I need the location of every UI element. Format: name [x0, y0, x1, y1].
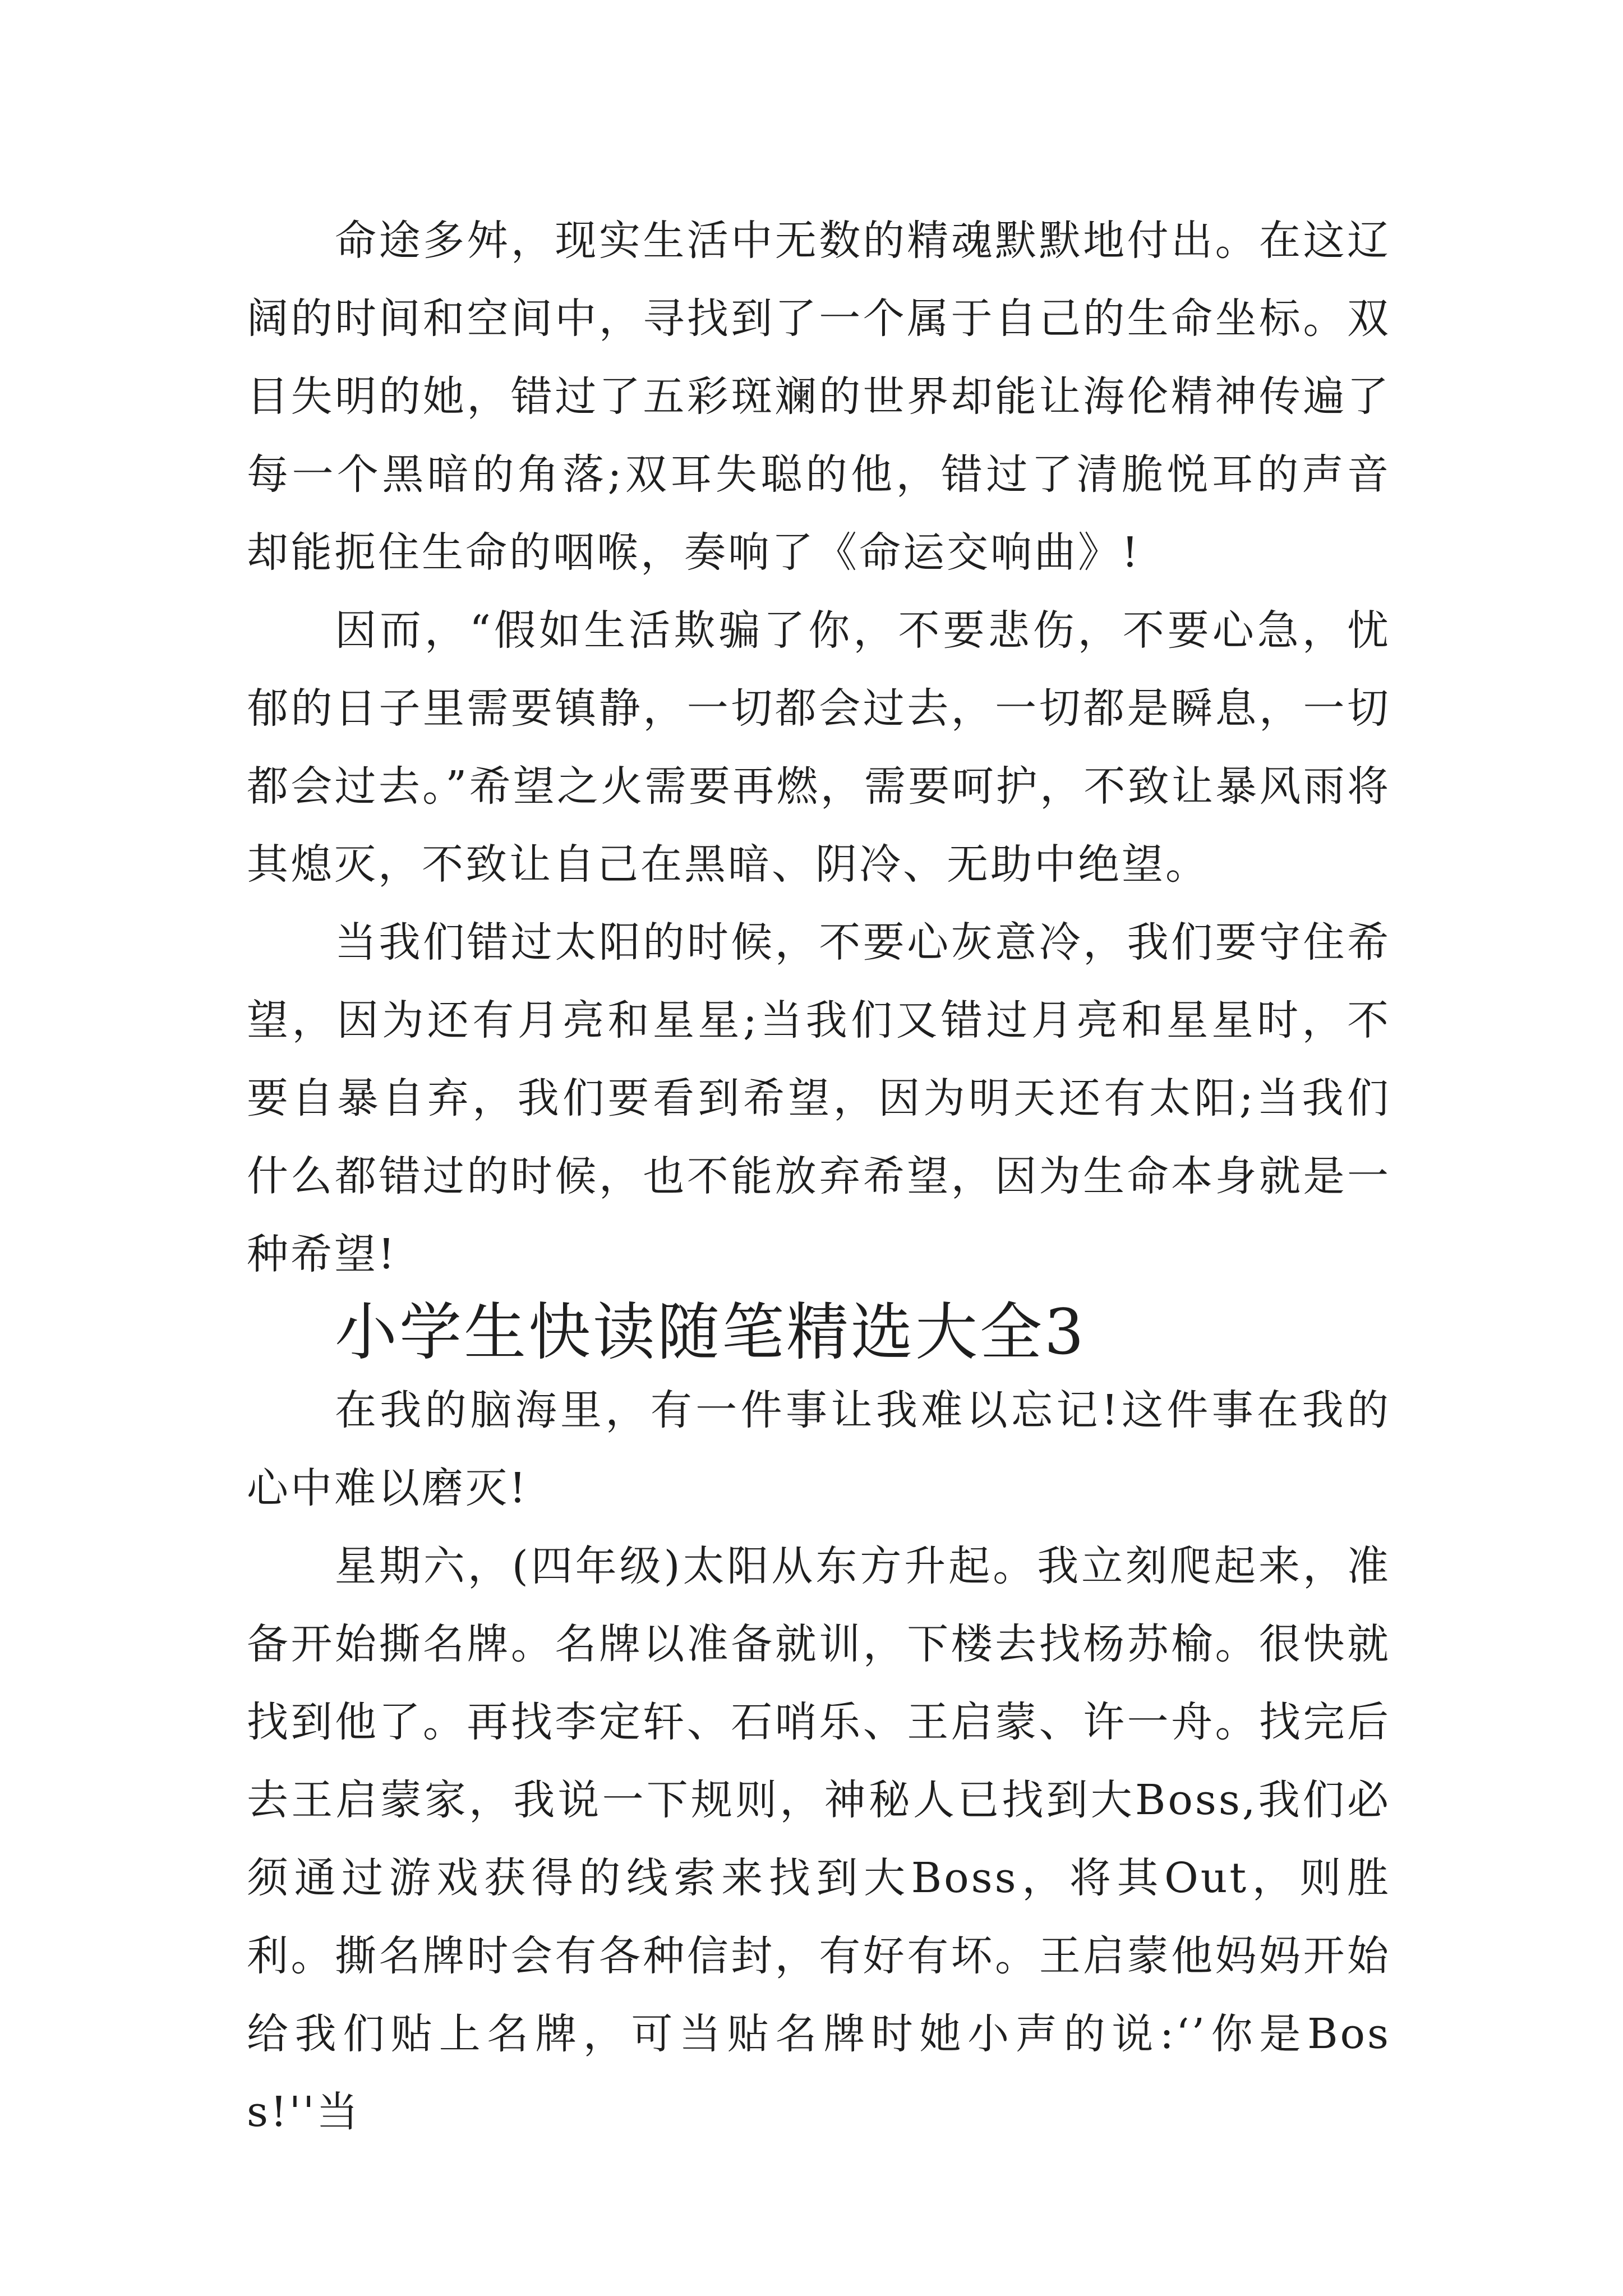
paragraph: 在我的脑海里，有一件事让我难以忘记!这件事在我的心中难以磨灭!	[247, 1386, 1391, 1512]
paragraph: 星期六，(四年级)太阳从东方升起。我立刻爬起来，准备开始撕名牌。名牌以准备就训，下楼去找杨苏榆。很快就找到他了。再找李定轩、石哨乐、王启蒙、许一舟。找完后去王启蒙家，我说一下规则，神秘人已找到大Boss,我们必须通过游戏获得的线索来找到大Boss，将其Out，则胜利。撕名牌时会有各种信封，有好有坏。王启蒙他妈妈开始给我们贴上名牌，可当贴名牌时她小声的说:‘’你是Boss!''当	[247, 1542, 1391, 2136]
section-heading: 小学生快读随笔精选大全3	[335, 1296, 1086, 1369]
paragraph: 命途多舛，现实生活中无数的精魂默默地付出。在这辽阔的时间和空间中，寻找到了一个属于自己的生命坐标。双目失明的她，错过了五彩斑斓的世界却能让海伦精神传遍了每一个黑暗的角落;双耳失聪的他，错过了清脆悦耳的声音却能扼住生命的咽喉，奏响了《命运交响曲》!	[247, 217, 1391, 577]
paragraph: 当我们错过太阳的时候，不要心灰意冷，我们要守住希望，因为还有月亮和星星;当我们又错过月亮和星星时，不要自暴自弃，我们要看到希望，因为明天还有太阳;当我们什么都错过的时候，也不能放弃希望，因为生命本身就是一种希望!	[247, 918, 1391, 1278]
document-body	[247, 202, 1391, 2151]
paragraph: 因而，“假如生活欺骗了你，不要悲伤，不要心急，忧郁的日子里需要镇静，一切都会过去，一切都是瞬息，一切都会过去。”希望之火需要再燃，需要呵护，不致让暴风雨将其熄灭，不致让自己在黑暗、阴冷、无助中绝望。	[247, 606, 1391, 889]
